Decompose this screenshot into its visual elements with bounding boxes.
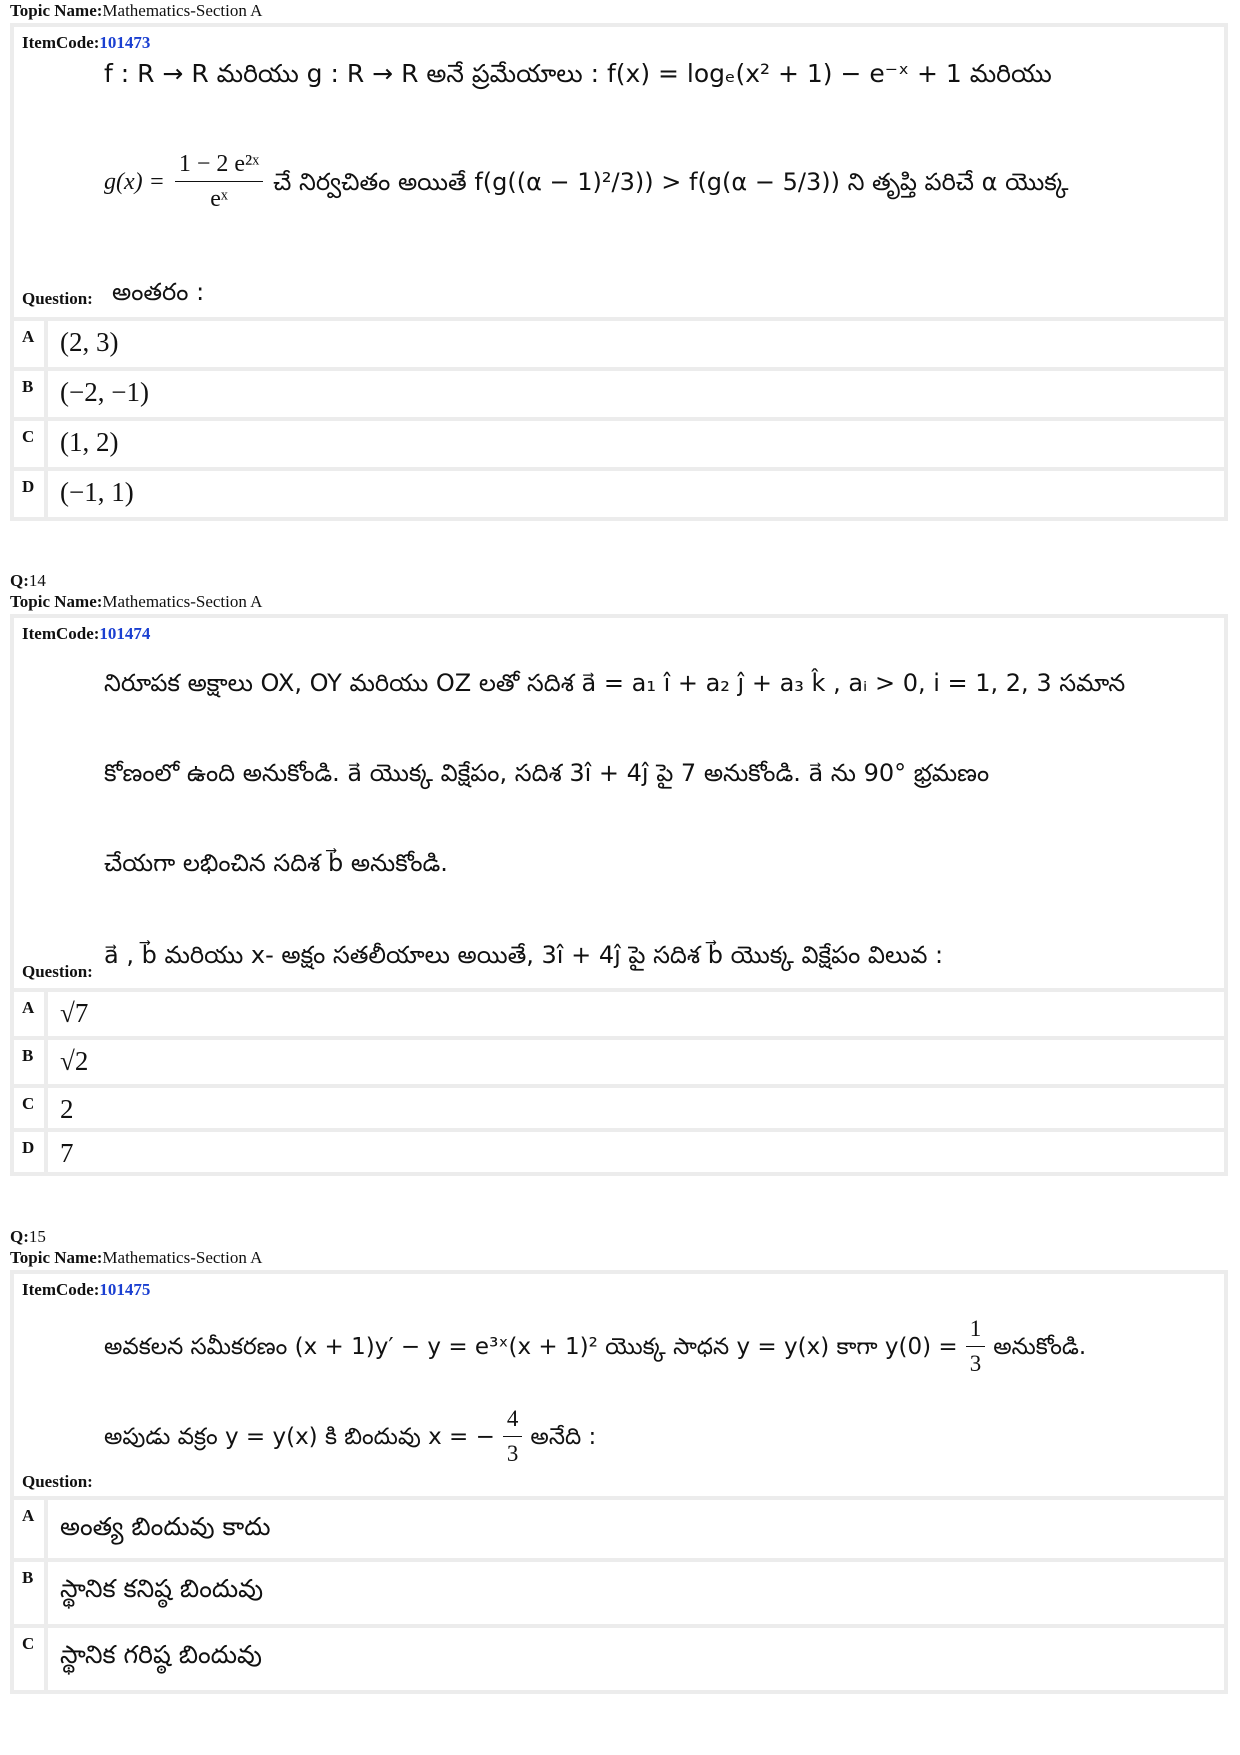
option-d[interactable]: D 7	[14, 1132, 1224, 1172]
option-a[interactable]: A √7	[14, 992, 1224, 1036]
stem-line-3: చేయగా లభించిన సదిశ b⃗ అనుకోండి.	[104, 849, 448, 877]
question-text: అంతరం :	[112, 278, 205, 306]
option-a[interactable]: A (2, 3)	[14, 321, 1224, 367]
stem-line-1: అవకలన సమీకరణం (x + 1)y′ − y = e³ˣ(x + 1)² యొక్క సాధన y = y(x) కాగా y(0) = $\frac{1}{3}$ అనుకోండి.	[104, 1312, 1086, 1381]
question-label: Question:	[22, 1472, 93, 1491]
topic-line: Topic Name:Mathematics-Section A	[10, 1, 263, 20]
topic-line: Topic Name:Mathematics-Section A	[10, 1248, 263, 1267]
stem-line-1: నిరూపక అక్షాలు OX, OY మరియు OZ లతో సదిశ a⃗ = a₁ î + a₂ ĵ + a₃ k̂ , aᵢ > 0, i = 1, 2, 3 సమాన	[104, 669, 1126, 697]
option-b[interactable]: B స్థానిక కనిష్ఠ బిందువు	[14, 1562, 1224, 1624]
stem-line-2: అపుడు వక్రం y = y(x) కి బిందువు x = − $\frac{4}{3}$ అనేది :	[104, 1402, 596, 1471]
fraction-g: $\frac{\text{1 − 2 e²ˣ}}{\text{eˣ}}$	[175, 147, 263, 216]
item-code: ItemCode:101475	[22, 1280, 151, 1299]
question-number: Q:14	[10, 571, 46, 590]
option-b[interactable]: B (−2, −1)	[14, 371, 1224, 417]
option-c[interactable]: C 2	[14, 1088, 1224, 1128]
stem-line-1: f : R → R మరియు g : R → R అనే ప్రమేయాలు : f(x) = logₑ(x² + 1) − e⁻ˣ + 1 మరియు	[104, 59, 1052, 88]
question-panel	[10, 614, 1228, 1176]
option-b[interactable]: B √2	[14, 1040, 1224, 1084]
fraction-one-third: $\frac{1}{3}$	[966, 1312, 986, 1381]
question-stem	[14, 618, 1224, 988]
stem-line-2: g(x) = $\frac{\text{1 − 2 e²ˣ}}{\text{eˣ}}$ చే నిర్వచితం అయితే f(g((α − 1)²/3)) > f(g(α − 5/3)) ని తృప్తి పరిచే α యొక్క	[104, 147, 1068, 216]
fraction-four-thirds: $\frac{4}{3}$	[503, 1402, 523, 1471]
question-text: a⃗ , b⃗ మరియు x- అక్షం సతలీయాలు అయితే, 3î + 4ĵ పై సదిశ b⃗ యొక్క విక్షేపం విలువ :	[104, 941, 944, 969]
topic-line: Topic Name:Mathematics-Section A	[10, 592, 263, 611]
option-c[interactable]: C స్థానిక గరిష్ఠ బిందువు	[14, 1628, 1224, 1690]
question-stem	[14, 1274, 1224, 1496]
item-code: ItemCode:101473	[22, 33, 151, 52]
question-number: Q:15	[10, 1227, 46, 1246]
question-panel	[10, 23, 1228, 521]
option-c[interactable]: C (1, 2)	[14, 421, 1224, 467]
item-code: ItemCode:101474	[22, 624, 151, 643]
question-panel	[10, 1270, 1228, 1694]
option-d[interactable]: D (−1, 1)	[14, 471, 1224, 517]
question-label: Question:	[22, 962, 93, 981]
option-a[interactable]: A అంత్య బిందువు కాదు	[14, 1500, 1224, 1558]
question-label: Question:	[22, 289, 93, 308]
question-block-15	[10, 1226, 1228, 1694]
question-block-14	[10, 570, 1228, 1176]
question-stem	[14, 27, 1224, 317]
stem-line-2: కోణంలో ఉంది అనుకోండి. a⃗ యొక్క విక్షేపం, సదిశ 3î + 4ĵ పై 7 అనుకోండి. a⃗ ను 90° భ్రమణం	[104, 759, 990, 787]
question-block-13	[10, 0, 1228, 521]
